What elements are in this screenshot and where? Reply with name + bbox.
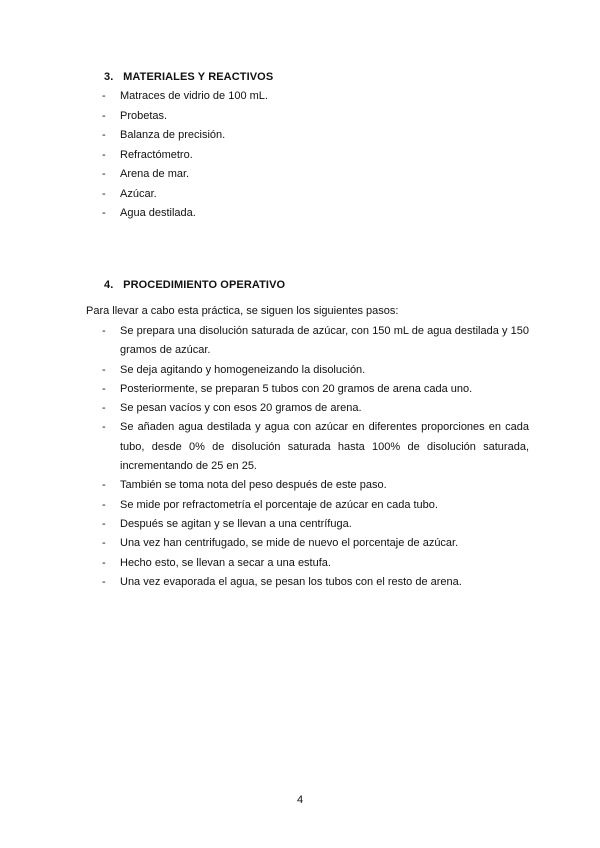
list-item: [102, 126, 268, 146]
bullet-dash: -: [102, 325, 106, 337]
bullet-dash: -: [102, 129, 106, 141]
list-item: [102, 87, 268, 107]
step-text: Se deja agitando y homogeneizando la disolución.: [120, 363, 366, 376]
list-item: [102, 146, 268, 166]
step-text: Una vez evaporada el agua, se pesan los tubos con el resto de arena.: [120, 575, 462, 588]
step-text: Posteriormente, se preparan 5 tubos con 20 gramos de arena cada uno.: [120, 382, 473, 395]
bullet-dash: -: [102, 479, 106, 492]
bullet-dash: -: [102, 148, 106, 161]
bullet-dash: -: [102, 90, 106, 102]
material-item: Refractómetro.: [120, 148, 193, 161]
step-text: Se añaden agua destilada y agua con azúcar en diferentes proporciones en cada tubo, desde 0% de disolución saturada hasta 100% de disolución saturada, incrementando de 25 en 25.: [120, 421, 529, 473]
material-item: Agua destilada.: [120, 207, 196, 219]
list-item: [102, 573, 529, 592]
bullet-dash: -: [102, 556, 106, 569]
step-text: Una vez han centrifugado, se mide de nuevo el porcentaje de azúcar.: [120, 537, 459, 550]
section-3-number: 3.: [104, 71, 114, 83]
list-item: [102, 185, 268, 205]
step-text: Se mide por refractometría el porcentaje de azúcar en cada tubo.: [120, 498, 438, 511]
section-3-heading: [104, 71, 273, 83]
list-item: [102, 322, 529, 361]
step-text: También se toma nota del peso después de este paso.: [120, 479, 387, 492]
section-4-heading: [104, 279, 285, 291]
material-item: Azúcar.: [120, 187, 157, 200]
step-text: Hecho esto, se llevan a secar a una estufa.: [120, 556, 331, 569]
list-item: [102, 204, 268, 224]
step-text: Después se agitan y se llevan a una centrífuga.: [120, 517, 352, 530]
step-text: Se prepara una disolución saturada de azúcar, con 150 mL de agua destilada y 150 gramos de azúcar.: [120, 325, 529, 357]
bullet-dash: -: [102, 421, 106, 434]
material-item: Balanza de precisión.: [120, 129, 226, 141]
bullet-dash: -: [102, 363, 106, 376]
bullet-dash: -: [102, 382, 106, 395]
procedure-intro: Para llevar a cabo esta práctica, se siguen los siguientes pasos:: [86, 305, 399, 317]
bullet-dash: -: [102, 187, 106, 200]
bullet-dash: -: [102, 498, 106, 511]
list-item: [102, 399, 529, 418]
bullet-dash: -: [102, 168, 106, 180]
bullet-dash: -: [102, 517, 106, 530]
section-4-number: 4.: [104, 279, 114, 291]
list-item: [102, 107, 268, 127]
bullet-dash: -: [102, 109, 106, 122]
list-item: [102, 165, 268, 185]
bullet-dash: -: [102, 575, 106, 588]
section-4-title: PROCEDIMIENTO OPERATIVO: [123, 279, 286, 291]
page-number: 4: [296, 794, 304, 806]
bullet-dash: -: [102, 402, 106, 415]
section-3-title: MATERIALES Y REACTIVOS: [123, 71, 274, 83]
bullet-dash: -: [102, 207, 106, 219]
material-item: Matraces de vidrio de 100 mL.: [120, 90, 268, 102]
list-item: [102, 496, 529, 515]
material-item: Arena de mar.: [120, 168, 190, 180]
list-item: [102, 476, 529, 495]
list-item: [102, 534, 529, 553]
materials-list: [102, 87, 268, 224]
list-item: [102, 380, 529, 399]
list-item: [102, 361, 529, 380]
list-item: [102, 418, 529, 476]
list-item: [102, 554, 529, 573]
material-item: Probetas.: [120, 109, 168, 122]
step-text: Se pesan vacíos y con esos 20 gramos de arena.: [120, 402, 362, 415]
procedure-steps: [102, 322, 529, 592]
list-item: [102, 515, 529, 534]
bullet-dash: -: [102, 537, 106, 550]
